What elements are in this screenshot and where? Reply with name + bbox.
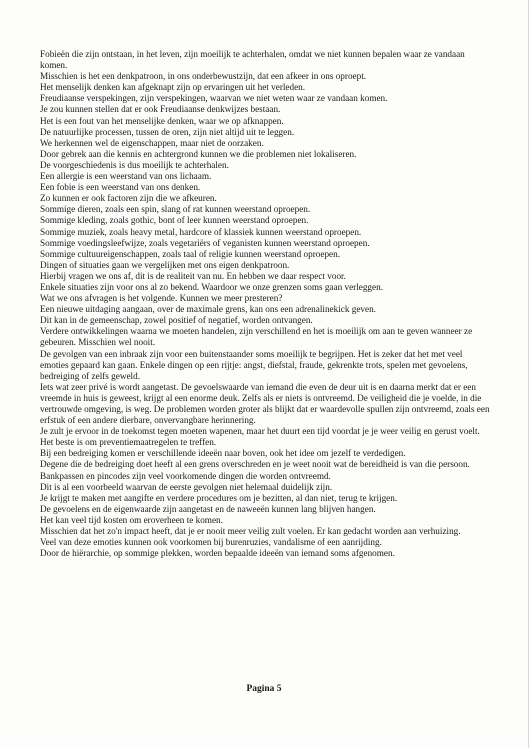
paragraph: De natuurlijke processen, tussen de oren, zijn niet altijd uit te leggen. — [40, 126, 295, 137]
paragraph: Sommige voedingsleefwijze, zoals vegetariërs of veganisten kunnen weerstand oproepen. — [40, 237, 370, 248]
paragraph: Het kan veel tijd kosten om eroverheen te komen. — [40, 514, 223, 525]
paragraph: Hierbij vragen we ons af, dit is de realiteit van nu. En hebben we daar respect voor. — [40, 270, 346, 281]
paragraph: Dingen of situaties gaan we vergelijken met ons eigen denkpatroon. — [40, 259, 290, 270]
paragraph: Een allergie is een weerstand van ons lichaam. — [40, 171, 212, 182]
paragraph: Sommige dieren, zoals een spin, slang of rat kunnen weerstand oproepen. — [40, 204, 311, 215]
paragraph: Je zult je ervoor in de toekomst tegen moeten wapenen, maar het duurt een tijd voordat je je weer veilig en gerust voelt. Het beste is om preventiemaatregelen te treffen. — [40, 426, 480, 448]
paragraph: We herkennen wel de eigenschappen, maar niet de oorzaken. — [40, 137, 264, 148]
paragraph: Je zou kunnen stellen dat er ook Freudiaanse denkwijzes bestaan. — [40, 104, 281, 115]
paragraph: Sommige muziek, zoals heavy metal, hardcore of klassiek kunnen weerstand oproepen. — [40, 226, 362, 237]
body-text — [40, 49, 492, 559]
paragraph: Je krijgt te maken met aangifte en verdere procedures om je bezitten, al dan niet, terug te krijgen. — [40, 492, 398, 503]
paragraph: Misschien is het een denkpatroon, in ons onderbewustzijn, dat een afkeer in ons oproept. — [40, 71, 367, 82]
paragraph: Het menselijk denken kan afgeknapt zijn op ervaringen uit het verleden. — [40, 82, 306, 93]
paragraph: Enkele situaties zijn voor ons al zo bekend. Waardoor we onze grenzen soms gaan verleggen. — [40, 281, 383, 292]
paragraph: Dit kan in de gemeenschap, zowel positief of negatief, worden ontvangen. — [40, 315, 313, 326]
paragraph: Door gebrek aan die kennis en achtergrond kunnen we die problemen niet lokaliseren. — [40, 148, 357, 159]
paragraph: Misschien dat het zo'n impact heeft, dat je er nooit meer veilig zult voelen. Er kan gedacht worden aan verhuizing. — [40, 526, 461, 537]
paragraph: Het is een fout van het menselijke denken, waar we op afknappen. — [40, 115, 284, 126]
paragraph: Door de hiërarchie, op sommige plekken, worden bepaalde ideeën van iemand soms afgenomen. — [40, 548, 395, 559]
paragraph: Freudiaanse verspekingen, zijn verspekingen, waarvan we niet weten waar ze vandaan komen. — [40, 93, 388, 104]
paragraph: Verdere ontwikkelingen waarna we moeten handelen, zijn verschillend en het is moeilijk om aan te geven wanneer ze gebeuren. Misschien wel nooit. — [40, 326, 473, 348]
paragraph: Bankpassen en pincodes zijn veel voorkomende dingen die worden ontvreemd. — [40, 470, 331, 481]
paragraph: De gevolgen van een inbraak zijn voor een buitenstaander soms moeilijk te begrijpen. Het is zeker dat het met veel emoties gepaard kan gaan. Enkele dingen op een rijtje: angst, diefstal, fraude, gekrenkte trots, spelen met gevoelens, bedreiging of zelfs geweld. — [40, 348, 468, 381]
paragraph: Zo kunnen er ook factoren zijn die we afkeuren. — [40, 193, 217, 204]
paragraph: Bij een bedreiging komen er verschillende ideeën naar boven, ook het idee om jezelf te verdedigen. — [40, 448, 406, 459]
paragraph: Sommige cultuureigenschappen, zoals taal of religie kunnen weerstand oproepen. — [40, 248, 341, 259]
paragraph: Degene die de bedreiging doet heeft al een grens overschreden en je weet nooit wat de bereidheid is van die persoon. — [40, 459, 470, 470]
paragraph: De gevoelens en de eigenwaarde zijn aangetast en de naweeën kunnen lang blijven hangen. — [40, 503, 376, 514]
paragraph: Iets wat zeer privé is wordt aangetast. De gevoelswaarde van iemand die even de deur uit is en daarna merkt dat er een vreemde in huis is geweest, krijgt al een enorme deuk. Zelfs als er niets is ontvreemd. De veiligheid die je voelde, in die vertrouwde omgeving, is weg. De problemen worden groter als blijkt dat er waardevolle spullen zijn ontvreemd, zoals een erfstuk of een andere dierbare, onvervangbare herinnering. — [40, 381, 490, 426]
paragraph: Dit is al een voorbeeld waarvan de eerste gevolgen niet helemaal duidelijk zijn. — [40, 481, 333, 492]
paragraph: Een fobie is een weerstand van ons denken. — [40, 182, 201, 193]
paragraph: Fobieën die zijn ontstaan, in het leven, zijn moeilijk te achterhalen, omdat we niet kunnen bepalen waar ze vandaan komen. — [40, 49, 465, 71]
page-number: Pagina 5 — [246, 684, 282, 694]
paragraph: Een nieuwe uitdaging aangaan, over de maximale grens, kan ons een adrenalinekick geven. — [40, 304, 376, 315]
paragraph: De voorgeschiedenis is dus moeilijk te achterhalen. — [40, 159, 229, 170]
paragraph: Sommige kleding, zoals gothic, bont of leer kunnen weerstand oproepen. — [40, 215, 309, 226]
paragraph: Veel van deze emoties kunnen ook voorkomen bij burenruzies, vandalisme of een aanrijding. — [40, 537, 382, 548]
paragraph: Wat we ons afvragen is het volgende. Kunnen we meer presteren? — [40, 293, 283, 304]
